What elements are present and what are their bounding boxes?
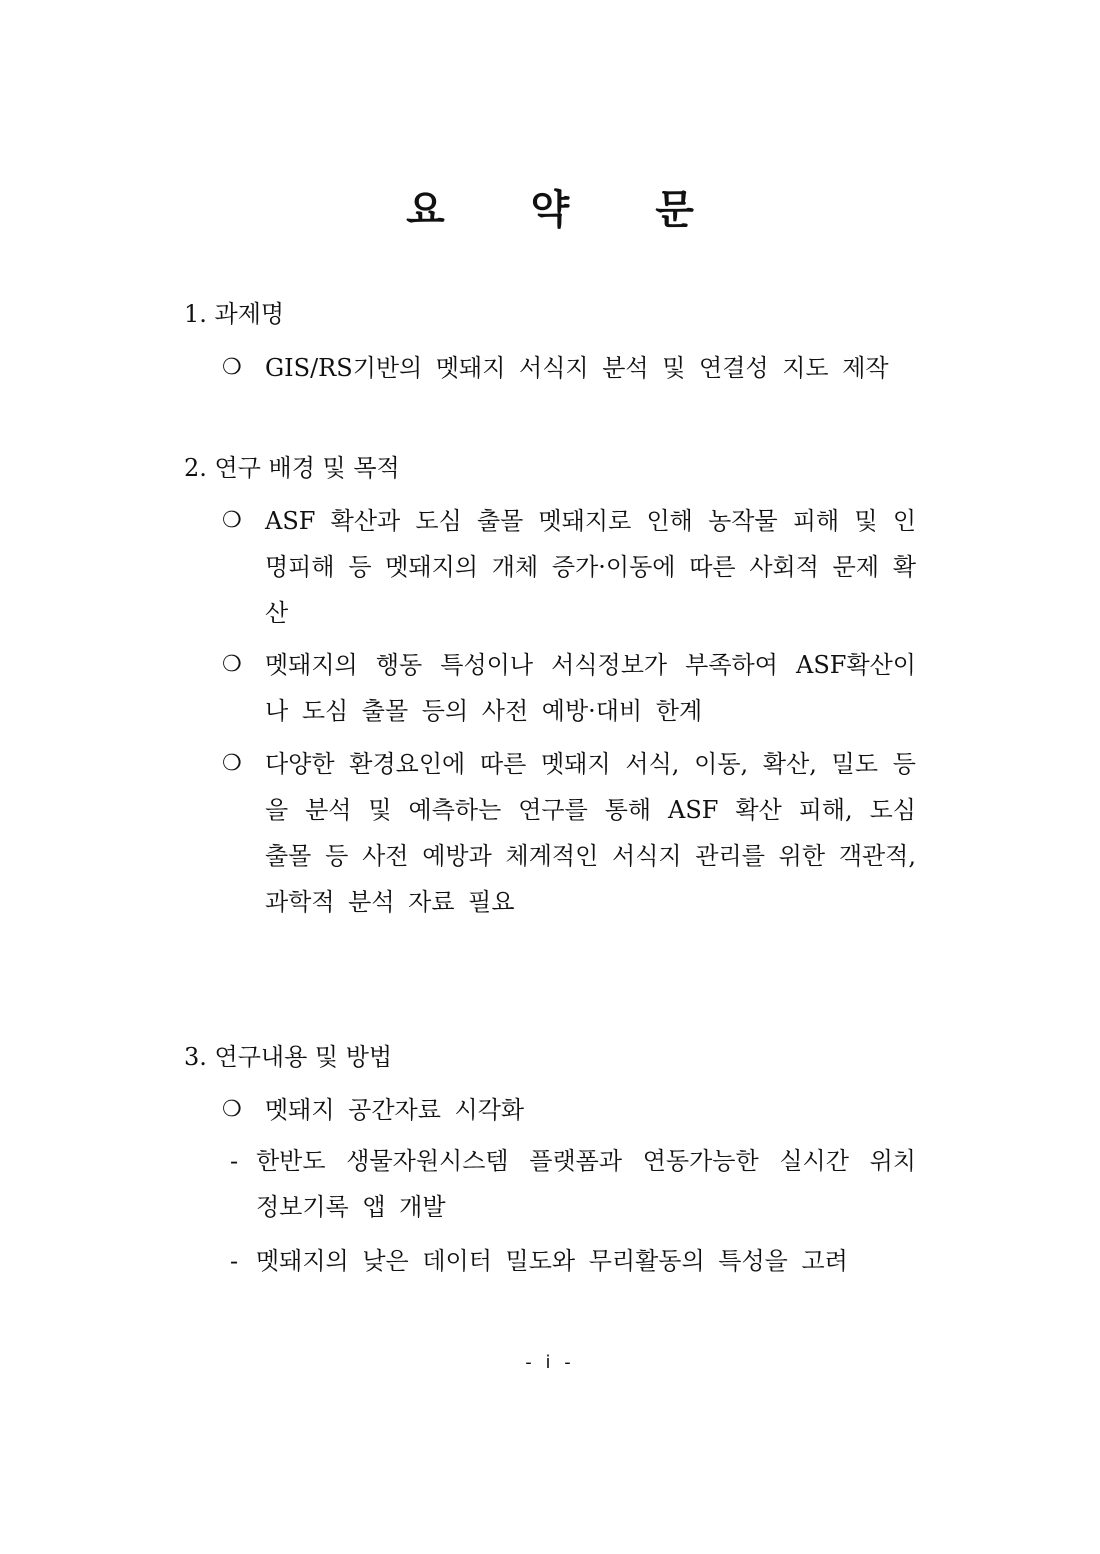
section-heading-3: 3. 연구내용 및 방법 [184, 1043, 393, 1071]
circle-bullet-icon: ❍ [222, 751, 242, 776]
list-item [222, 498, 916, 636]
sub-list-item-text: 한반도 생물자원시스템 플랫폼과 연동가능한 실시간 위치 정보기록 앱 개발 [256, 1147, 916, 1221]
section-heading-1: 1. 과제명 [184, 300, 285, 328]
dash-bullet-icon: - [230, 1147, 239, 1175]
circle-bullet-icon: ❍ [222, 508, 242, 533]
list-item-text: 멧돼지 공간자료 시각화 [265, 1096, 525, 1124]
dash-bullet-icon: - [230, 1247, 239, 1275]
sub-list-item-text: 멧돼지의 낮은 데이터 밀도와 무리활동의 특성을 고려 [256, 1247, 848, 1275]
list-item [222, 642, 916, 734]
list-item [222, 345, 916, 391]
circle-bullet-icon: ❍ [222, 355, 242, 380]
circle-bullet-icon: ❍ [222, 652, 242, 677]
list-item-text: GIS/RS기반의 멧돼지 서식지 분석 및 연결성 지도 제작 [265, 354, 889, 382]
list-item-text: 멧돼지의 행동 특성이나 서식정보가 부족하여 ASF확산이나 도심 출몰 등의 사전 예방·대비 한계 [265, 651, 916, 725]
list-item [222, 741, 916, 925]
section-heading-2: 2. 연구 배경 및 목적 [184, 454, 400, 482]
list-item-text: ASF 확산과 도심 출몰 멧돼지로 인해 농작물 피해 및 인명피해 등 멧돼지의 개체 증가·이동에 따른 사회적 문제 확산 [265, 507, 916, 627]
page-title: 요 약 문 [406, 187, 694, 233]
circle-bullet-icon: ❍ [222, 1097, 242, 1122]
page-number: - i - [525, 1352, 575, 1373]
sub-list-item [230, 1238, 916, 1284]
list-item-text: 다양한 환경요인에 따른 멧돼지 서식, 이동, 확산, 밀도 등을 분석 및 예측하는 연구를 통해 ASF 확산 피해, 도심 출몰 등 사전 예방과 체계적인 서식지 관리를 위한 객관적, 과학적 분석 자료 필요 [265, 750, 916, 916]
sub-list-item [230, 1138, 916, 1230]
list-item [222, 1087, 916, 1133]
